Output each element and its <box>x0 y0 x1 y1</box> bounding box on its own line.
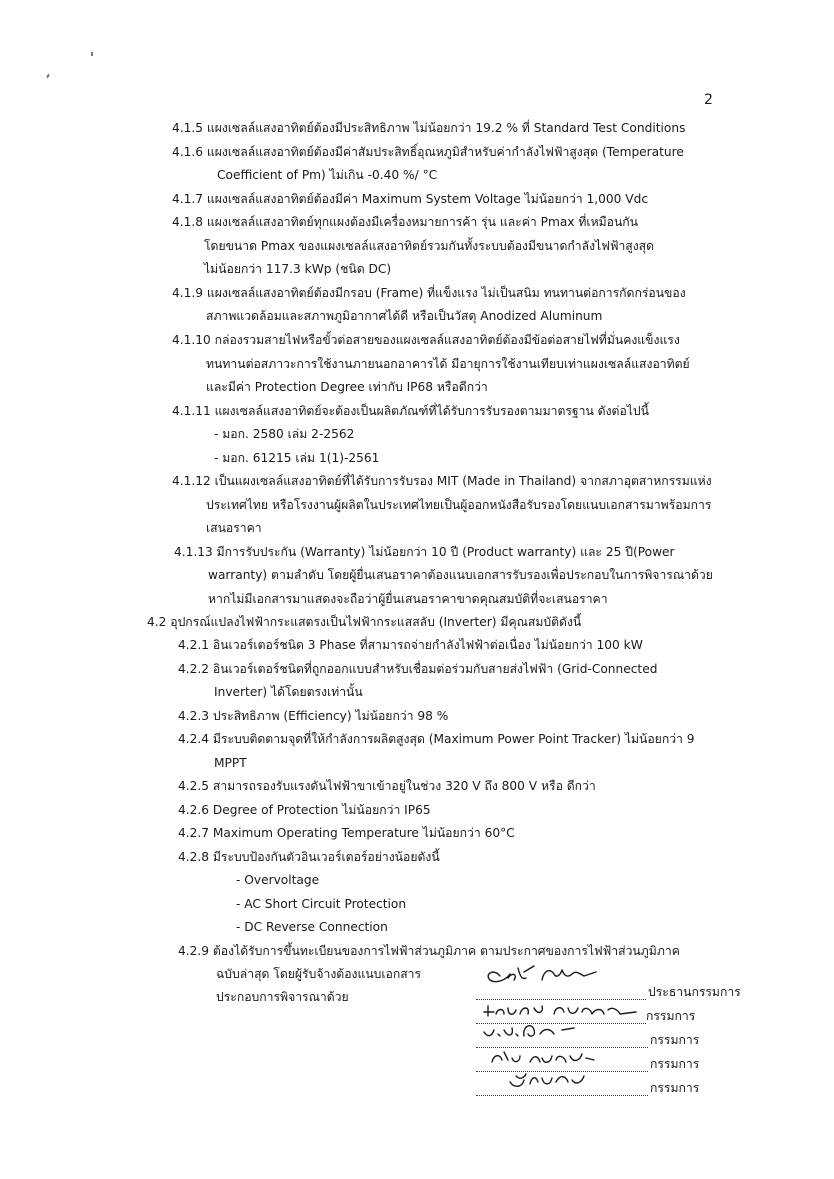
spec-4-2-6: 4.2.6 Degree of Protection ไม่น้อยกว่า IP65 <box>178 803 431 817</box>
spec-4-2-9-cont: ประกอบการพิจารณาด้วย <box>216 990 349 1004</box>
spec-4-1-5: 4.1.5 แผงเซลล์แสงอาทิตย์ต้องมีประสิทธิภาพ ไม่น้อยกว่า 19.2 % ที่ Standard Test Conditions <box>172 121 686 135</box>
signature <box>490 1046 640 1068</box>
scan-speck <box>46 74 50 78</box>
spec-4-1-10-cont: ทนทานต่อสภาวะการใช้งานภายนอกอาคารได้ มีอายุการใช้งานเทียบเท่าแผงเซลล์แสงอาทิตย์ <box>206 357 690 371</box>
section-4-2-heading: 4.2 อุปกรณ์แปลงไฟฟ้ากระแสตรงเป็นไฟฟ้ากระแสสลับ (Inverter) มีคุณสมบัติดังนี้ <box>147 615 582 629</box>
signature-line <box>476 1076 766 1098</box>
signature-role: กรรมการ <box>650 1057 700 1071</box>
signature-role: กรรมการ <box>650 1081 700 1095</box>
signature-role: กรรมการ <box>646 1009 696 1023</box>
spec-4-1-6: 4.1.6 แผงเซลล์แสงอาทิตย์ต้องมีค่าสัมประสิทธิ์อุณหภูมิสำหรับค่ากำลังไฟฟ้าสูงสุด (Temperature <box>172 145 684 159</box>
spec-4-2-2: 4.2.2 อินเวอร์เตอร์ชนิดที่ถูกออกแบบสำหรับเชื่อมต่อร่วมกับสายส่งไฟฟ้า (Grid-Connected <box>178 662 658 676</box>
signature <box>508 1068 658 1090</box>
protection-item: - DC Reverse Connection <box>236 920 388 934</box>
spec-4-2-9-cont: ฉบับล่าสุด โดยผู้รับจ้างต้องแนบเอกสาร <box>216 967 422 981</box>
spec-4-2-5: 4.2.5 สามารถรองรับแรงดันไฟฟ้าขาเข้าอยู่ในช่วง 320 V ถึง 800 V หรือ ดีกว่า <box>178 779 596 793</box>
spec-4-1-13: 4.1.13 มีการรับประกัน (Warranty) ไม่น้อยกว่า 10 ปี (Product warranty) และ 25 ปี(Power <box>174 545 675 559</box>
spec-4-1-9: 4.1.9 แผงเซลล์แสงอาทิตย์ต้องมีกรอบ (Frame) ที่แข็งแรง ไม่เป็นสนิม ทนทานต่อการกัดกร่อนของ <box>172 286 686 300</box>
spec-4-1-8: 4.1.8 แผงเซลล์แสงอาทิตย์ทุกแผงต้องมีเครื่องหมายการค้า รุ่น และค่า Pmax ที่เหมือนกัน <box>172 215 639 229</box>
standard-item: - มอก. 2580 เล่ม 2-2562 <box>214 427 355 441</box>
signature <box>480 998 660 1020</box>
spec-4-1-13-cont: warranty) ตามลำดับ โดยผู้ยื่นเสนอราคาต้องแนบเอกสารรับรองเพื่อประกอบในการพิจารณาด้วย <box>208 568 713 582</box>
spec-4-2-7: 4.2.7 Maximum Operating Temperature ไม่น้อยกว่า 60°C <box>178 826 515 840</box>
spec-4-1-11: 4.1.11 แผงเซลล์แสงอาทิตย์จะต้องเป็นผลิตภัณฑ์ที่ได้รับการรับรองตามมาตรฐาน ดังต่อไปนี้ <box>172 404 649 418</box>
spec-4-2-3: 4.2.3 ประสิทธิภาพ (Efficiency) ไม่น้อยกว่า 98 % <box>178 709 449 723</box>
signature-role: ประธานกรรมการ <box>648 985 741 999</box>
spec-4-1-7: 4.1.7 แผงเซลล์แสงอาทิตย์ต้องมีค่า Maximum System Voltage ไม่น้อยกว่า 1,000 Vdc <box>172 192 649 206</box>
spec-4-2-2-cont: Inverter) ได้โดยตรงเท่านั้น <box>214 685 363 699</box>
spec-4-2-4-cont: MPPT <box>214 756 247 770</box>
spec-4-2-1: 4.2.1 อินเวอร์เตอร์ชนิด 3 Phase ที่สามารถจ่ายกำลังไฟฟ้าต่อเนื่อง ไม่น้อยกว่า 100 kW <box>178 638 643 652</box>
spec-4-1-10-cont: และมีค่า Protection Degree เท่ากับ IP68 หรือดีกว่า <box>206 380 488 394</box>
page-number: 2 <box>704 92 713 108</box>
protection-item: - AC Short Circuit Protection <box>236 897 407 911</box>
signature <box>482 1020 622 1042</box>
scan-speck <box>91 52 93 56</box>
signature <box>484 962 664 986</box>
spec-4-1-13-cont: หากไม่มีเอกสารมาแสดงจะถือว่าผู้ยื่นเสนอราคาขาดคุณสมบัติที่จะเสนอราคา <box>208 592 608 606</box>
signature-role: กรรมการ <box>650 1033 700 1047</box>
spec-4-1-10: 4.1.10 กล่องรวมสายไฟหรือขั้วต่อสายของแผงเซลล์แสงอาทิตย์ต้องมีข้อต่อสายไฟที่มั่นคงแข็งแรง <box>172 333 680 347</box>
spec-4-1-6-cont: Coefficient of Pm) ไม่เกิน -0.40 %/ °C <box>217 168 438 182</box>
spec-4-1-9-cont: สภาพแวดล้อมและสภาพภูมิอากาศได้ดี หรือเป็นวัสดุ Anodized Aluminum <box>206 309 603 323</box>
standard-item: - มอก. 61215 เล่ม 1(1)-2561 <box>214 451 380 465</box>
spec-4-2-8: 4.2.8 มีระบบป้องกันตัวอินเวอร์เตอร์อย่างน้อยดังนี้ <box>178 850 440 864</box>
spec-4-2-9: 4.2.9 ต้องได้รับการขึ้นทะเบียนของการไฟฟ้าส่วนภูมิภาค ตามประกาศของการไฟฟ้าส่วนภูมิภาค <box>178 944 680 958</box>
spec-4-1-8-cont: ไม่น้อยกว่า 117.3 kWp (ชนิด DC) <box>204 262 392 276</box>
protection-item: - Overvoltage <box>236 873 320 887</box>
spec-4-1-12: 4.1.12 เป็นแผงเซลล์แสงอาทิตย์ที่ได้รับการรับรอง MIT (Made in Thailand) จากสภาอุตสาหกรรมแห่ง <box>172 474 712 488</box>
spec-4-1-12-cont: ประเทศไทย หรือโรงงานผู้ผลิตในประเทศไทยเป็นผู้ออกหนังสือรับรองโดยแนบเอกสารมาพร้อมการ <box>206 498 712 512</box>
spec-4-2-4: 4.2.4 มีระบบติดตามจุดที่ให้กำลังการผลิตสูงสุด (Maximum Power Point Tracker) ไม่น้อยกว่า 9 <box>178 732 695 746</box>
spec-4-1-12-cont: เสนอราคา <box>206 521 262 535</box>
spec-4-1-8-cont: โดยขนาด Pmax ของแผงเซลล์แสงอาทิตย์รวมกันทั้งระบบต้องมีขนาดกำลังไฟฟ้าสูงสุด <box>204 239 655 253</box>
